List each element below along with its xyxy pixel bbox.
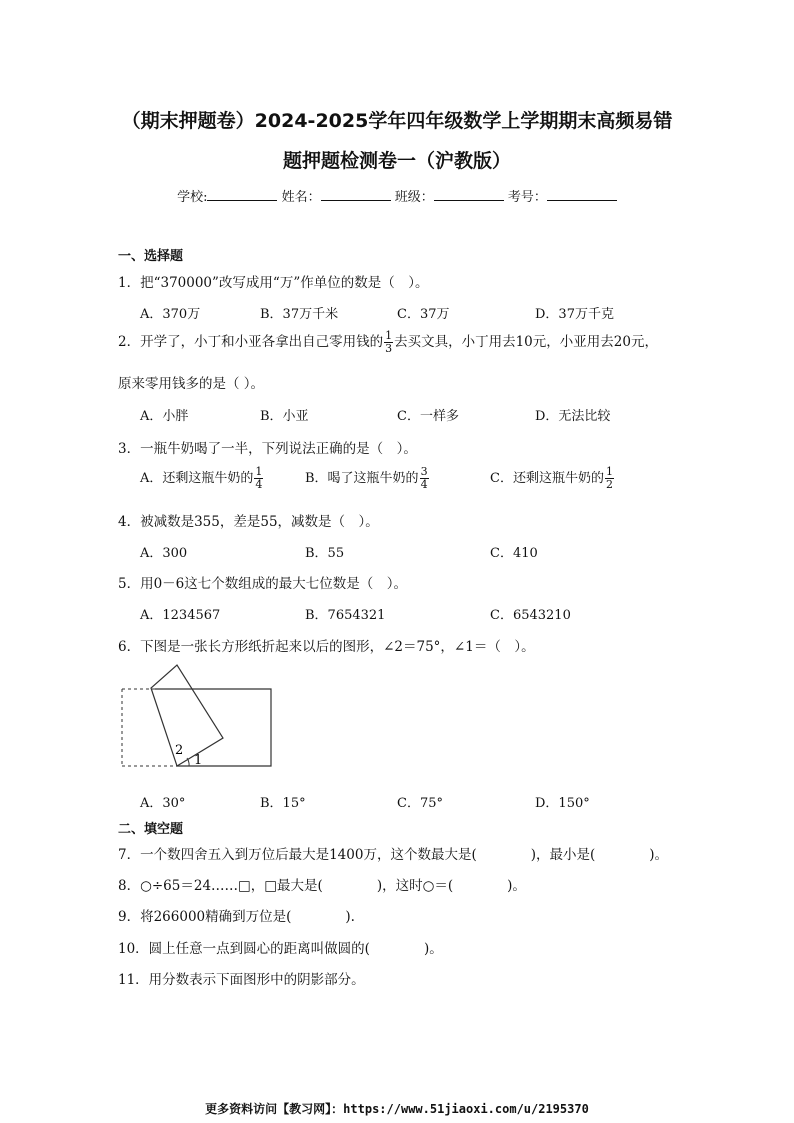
angle-2-label: 2 (175, 743, 184, 758)
q1-option-d[interactable]: D．37万千克 (535, 307, 614, 322)
q3-b-fraction (420, 466, 429, 491)
question-1: 1．把“370000”改写成用“万”作单位的数是（ ）。 (118, 275, 429, 291)
school-label: 学校: (177, 190, 208, 205)
q2-option-a[interactable]: A．小胖 (140, 409, 189, 424)
q3-b-num: 3 (420, 465, 428, 478)
q3-c-den: 2 (605, 478, 613, 491)
q3-c-num: 1 (605, 465, 613, 478)
q2-fraction (384, 330, 393, 355)
q1-option-a[interactable]: A．370万 (140, 307, 201, 322)
q2-text-pre: 2．开学了，小丁和小亚各拿出自己零用钱的 (118, 334, 384, 350)
q3-a-text: A．还剩这瓶牛奶的 (140, 471, 254, 486)
q1-option-c[interactable]: C．37万 (397, 307, 450, 322)
exam-title-line2: 题押题检测卷一（沪教版） (282, 150, 511, 172)
exam-title-line1: （期末押题卷）2024-2025学年四年级数学上学期期末高频易错 (121, 110, 673, 132)
q3-a-fraction (254, 466, 263, 491)
question-9: 9．将266000精确到万位是( ). (118, 909, 355, 925)
q4-option-a[interactable]: A．300 (140, 546, 188, 561)
section-heading-choice: 一、选择题 (118, 249, 184, 264)
class-label: 班级： (394, 190, 434, 205)
number-label: 考号： (507, 190, 547, 205)
question-2 (118, 330, 658, 355)
q5-option-a[interactable]: A．1234567 (140, 608, 221, 623)
question-8: 8．○÷65＝24……□，□最大是( )，这时○＝( )。 (118, 878, 526, 894)
rectangle-outline (155, 689, 271, 766)
class-blank[interactable] (434, 188, 504, 201)
q3-b-text: B．喝了这瓶牛奶的 (305, 471, 419, 486)
q2-option-d[interactable]: D．无法比较 (535, 409, 611, 424)
folded-flap (151, 665, 223, 766)
q3-a-num: 1 (255, 465, 263, 478)
school-blank[interactable] (207, 188, 277, 201)
q2-frac-num: 1 (385, 329, 393, 342)
q3-a-den: 4 (255, 478, 263, 491)
name-blank[interactable] (321, 188, 391, 201)
question-11: 11．用分数表示下面图形中的阴影部分。 (118, 972, 365, 988)
student-info (0, 186, 794, 205)
q5-option-c[interactable]: C．6543210 (490, 608, 571, 623)
q3-c-text: C．还剩这瓶牛奶的 (490, 471, 604, 486)
q4-option-b[interactable]: B．55 (305, 546, 345, 561)
q3-option-b[interactable] (305, 466, 430, 491)
q2-option-b[interactable]: B．小亚 (260, 409, 309, 424)
question-4: 4．被减数是355，差是55，减数是（ ）。 (118, 514, 379, 530)
q4-option-c[interactable]: C．410 (490, 546, 538, 561)
folded-paper-figure (115, 660, 280, 772)
q2-option-c[interactable]: C．一样多 (397, 409, 459, 424)
q3-option-a[interactable] (140, 466, 264, 491)
q3-b-den: 4 (420, 478, 428, 491)
question-6: 6．下图是一张长方形纸折起来以后的图形，∠2＝75°，∠1＝（ ）。 (118, 639, 535, 655)
q3-c-fraction (605, 466, 614, 491)
q2-text-post: 去买文具，小丁用去10元，小亚用去20元， (394, 334, 658, 350)
q5-option-b[interactable]: B．7654321 (305, 608, 386, 623)
question-5: 5．用0－6这七个数组成的最大七位数是（ ）。 (118, 576, 408, 592)
q6-option-d[interactable]: D．150° (535, 796, 590, 811)
question-3: 3．一瓶牛奶喝了一半，下列说法正确的是（ ）。 (118, 441, 417, 457)
question-7: 7．一个数四舍五入到万位后最大是1400万，这个数最大是( )，最小是( )。 (118, 847, 669, 863)
q1-option-b[interactable]: B．37万千米 (260, 307, 339, 322)
name-label: 姓名： (281, 190, 321, 205)
question-2-line2: 原来零用钱多的是（ ）。 (118, 376, 265, 392)
angle-1-label: 1 (194, 753, 203, 768)
q6-option-a[interactable]: A．30° (140, 796, 186, 811)
footer-link[interactable]: 更多资料访问【教习网】：https://www.51jiaoxi.com/u/2195370 (205, 1102, 589, 1116)
q6-option-c[interactable]: C．75° (397, 796, 443, 811)
q2-frac-den: 3 (385, 342, 393, 355)
number-blank[interactable] (547, 188, 617, 201)
section-heading-fill: 二、填空题 (118, 822, 184, 837)
q6-option-b[interactable]: B．15° (260, 796, 306, 811)
q3-option-c[interactable] (490, 466, 615, 491)
question-10: 10．圆上任意一点到圆心的距离叫做圆的( )。 (118, 941, 443, 957)
